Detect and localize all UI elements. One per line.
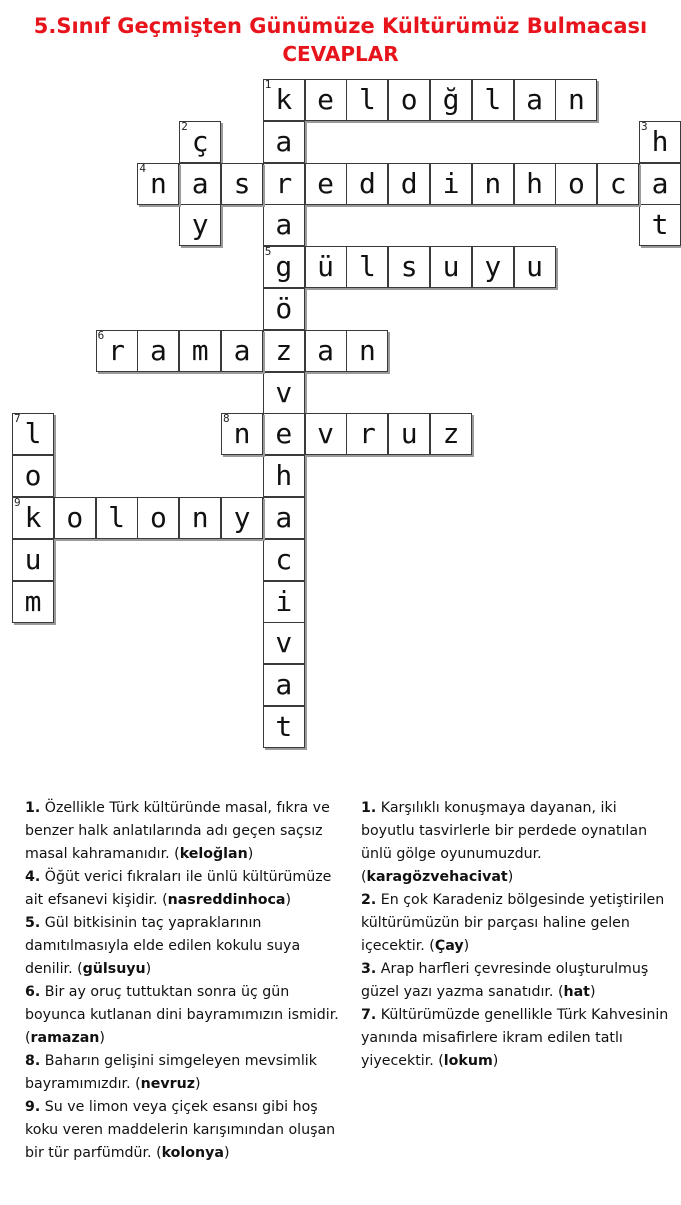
- clue-number: 6.: [25, 984, 41, 1000]
- clue-close: ): [145, 961, 152, 977]
- cell-letter: k: [275, 83, 293, 116]
- clue-number: 1.: [361, 800, 377, 816]
- grid-cell: [305, 413, 347, 455]
- cell-letter: z: [275, 333, 293, 367]
- grid-cell: [555, 79, 597, 121]
- grid-cell: [346, 246, 388, 288]
- page-subtitle: CEVAPLAR: [282, 42, 399, 66]
- clue-close: ): [99, 1030, 105, 1046]
- cell-letter: r: [358, 417, 376, 451]
- cell-letter: u: [24, 542, 42, 576]
- cell-letter: y: [484, 250, 502, 284]
- cell-letter: k: [24, 501, 42, 534]
- grid-cell: [179, 121, 221, 163]
- clue-answer: Çay: [434, 938, 464, 954]
- cell-letter: v: [275, 626, 293, 660]
- clue-number: 9: [14, 496, 21, 509]
- grid-cell: [263, 497, 305, 539]
- clue-number: 3: [641, 119, 648, 133]
- cell-letter: a: [149, 333, 167, 367]
- clues-right-column: [361, 797, 673, 1073]
- clue-number: 2: [181, 119, 188, 133]
- cell-letter: u: [526, 250, 544, 284]
- clue-number: 1: [264, 78, 272, 91]
- cell-letter: o: [24, 459, 42, 493]
- grid-cell: [96, 330, 138, 372]
- clue-number: 7.: [361, 1007, 377, 1023]
- cell-letter: i: [442, 166, 460, 200]
- grid-cell: [472, 163, 514, 205]
- cell-letter: u: [442, 250, 460, 284]
- cell-letter: a: [275, 208, 293, 242]
- grid-cell: [639, 121, 681, 163]
- clue-answer: ramazan: [30, 1030, 100, 1046]
- cell-letter: r: [108, 333, 126, 367]
- grid-cell: [346, 79, 388, 121]
- grid-cell: [96, 497, 138, 539]
- cell-letter: s: [400, 250, 418, 284]
- cell-letter: g: [275, 250, 293, 284]
- grid-cell: [263, 163, 305, 205]
- grid-cell: [221, 413, 263, 455]
- cell-letter: n: [358, 333, 376, 367]
- clue-item: [361, 958, 673, 1004]
- grid-cell: [263, 246, 305, 288]
- cell-letter: ğ: [442, 83, 460, 116]
- clue-text: Karşılıklı konuşmaya dayanan, iki boyutlu tasvirlerle bir perdede oynatılan ünlü gölge oyunumuzdur. (: [361, 800, 648, 885]
- grid-cell: [305, 79, 347, 121]
- cell-letter: c: [275, 542, 293, 576]
- clue-number: 8.: [25, 1053, 41, 1069]
- grid-cell: [221, 330, 263, 372]
- grid-cell: [388, 79, 430, 121]
- clue-item: [25, 912, 345, 981]
- cell-letter: l: [484, 83, 502, 116]
- clue-answer: kolonya: [161, 1145, 224, 1161]
- cell-letter: n: [233, 417, 251, 451]
- clue-close: ): [223, 1145, 230, 1161]
- cell-letter: y: [191, 208, 209, 242]
- clue-answer: keloğlan: [179, 846, 248, 862]
- grid-cell: [179, 330, 221, 372]
- grid-cell: [388, 413, 430, 455]
- clue-answer: hat: [563, 984, 590, 1000]
- grid-cell: [430, 413, 472, 455]
- cell-letter: r: [275, 166, 293, 200]
- cell-letter: a: [651, 166, 669, 200]
- cell-letter: l: [358, 83, 376, 116]
- cell-letter: l: [24, 417, 42, 451]
- clue-item: [361, 1004, 673, 1073]
- grid-cell: [472, 79, 514, 121]
- clue-item: [25, 797, 345, 866]
- cell-letter: n: [191, 501, 209, 534]
- grid-cell: [263, 372, 305, 414]
- cell-letter: h: [526, 166, 544, 200]
- grid-cell: [221, 497, 263, 539]
- cell-letter: a: [233, 333, 251, 367]
- clue-text: Öğüt verici fıkraları ile ünlü kültürümüze ait efsanevi kişidir. (: [25, 869, 332, 908]
- grid-cell: [263, 581, 305, 623]
- clue-number: 2.: [361, 892, 377, 908]
- cell-letter: e: [317, 166, 335, 200]
- cell-letter: s: [233, 166, 251, 200]
- clue-item: [25, 1050, 345, 1096]
- grid-cell: [346, 163, 388, 205]
- cell-letter: a: [275, 668, 293, 702]
- cell-letter: l: [108, 501, 126, 534]
- clue-answer: nevruz: [140, 1076, 195, 1092]
- grid-cell: [263, 706, 305, 748]
- grid-cell: [639, 204, 681, 246]
- cell-letter: e: [275, 417, 293, 451]
- clue-answer: karagözvehacivat: [366, 869, 508, 885]
- cell-letter: z: [442, 417, 460, 451]
- clue-text: En çok Karadeniz bölgesinde yetiştirilen kültürümüzün bir parçası haline gelen içecektir. (: [361, 892, 665, 954]
- cell-letter: d: [358, 166, 376, 200]
- clue-number: 4: [139, 161, 147, 175]
- clue-number: 3.: [361, 961, 377, 977]
- grid-cell: [12, 497, 54, 539]
- grid-cell: [305, 246, 347, 288]
- clue-text: Özellikle Türk kültüründe masal, fıkra ve benzer halk anlatılarında adı geçen saçsız masal kahramanıdır. (: [25, 800, 330, 862]
- cell-letter: a: [191, 166, 209, 200]
- grid-cell: [263, 455, 305, 497]
- cell-letter: v: [317, 417, 335, 451]
- grid-cell: [221, 163, 263, 205]
- clue-answer: gülsuyu: [82, 961, 146, 977]
- clue-answer: nasreddinhoca: [167, 892, 286, 908]
- grid-cell: [430, 246, 472, 288]
- grid-cell: [597, 163, 639, 205]
- cell-letter: a: [317, 333, 335, 367]
- grid-cell: [137, 497, 179, 539]
- cell-letter: o: [149, 501, 167, 534]
- cell-letter: m: [24, 584, 42, 618]
- grid-cell: [472, 246, 514, 288]
- grid-cell: [263, 330, 305, 372]
- grid-cell: [514, 246, 556, 288]
- cell-letter: h: [275, 459, 293, 493]
- clue-close: ): [589, 984, 596, 1000]
- cell-letter: c: [609, 166, 627, 200]
- clue-close: ): [463, 938, 470, 954]
- grid-cell: [263, 413, 305, 455]
- cell-letter: d: [400, 166, 418, 200]
- cell-letter: o: [400, 83, 418, 116]
- cell-letter: a: [275, 501, 293, 534]
- grid-cell: [305, 330, 347, 372]
- cell-letter: v: [275, 375, 293, 409]
- cell-letter: n: [484, 166, 502, 200]
- grid-cell: [305, 163, 347, 205]
- cell-letter: a: [526, 83, 544, 116]
- clue-close: ): [194, 1076, 201, 1092]
- clue-number: 5: [264, 245, 272, 259]
- cell-letter: o: [567, 166, 585, 200]
- grid-cell: [514, 79, 556, 121]
- grid-cell: [388, 246, 430, 288]
- clue-number: 6: [97, 328, 105, 342]
- grid-cell: [555, 163, 597, 205]
- grid-cell: [179, 497, 221, 539]
- clue-close: ): [492, 1053, 499, 1069]
- grid-cell: [12, 539, 54, 581]
- cell-letter: n: [149, 166, 167, 200]
- grid-cell: [263, 79, 305, 121]
- cell-letter: ç: [191, 124, 209, 158]
- clue-close: ): [507, 869, 514, 885]
- grid-cell: [12, 455, 54, 497]
- cell-letter: ö: [275, 292, 293, 325]
- grid-cell: [263, 664, 305, 706]
- grid-cell: [346, 413, 388, 455]
- clue-text: Arap harfleri çevresinde oluşturulmuş güzel yazı yazma sanatıdır. (: [361, 961, 649, 1000]
- grid-cell: [263, 622, 305, 664]
- clue-number: 7: [14, 412, 21, 426]
- clue-number: 1.: [25, 800, 41, 816]
- clues-left-column: [25, 797, 345, 1165]
- grid-cell: [263, 288, 305, 330]
- grid-cell: [54, 497, 96, 539]
- clue-close: ): [247, 846, 254, 862]
- cell-letter: a: [275, 124, 293, 158]
- grid-cell: [137, 163, 179, 205]
- grid-cell: [12, 413, 54, 455]
- clue-item: [361, 797, 673, 889]
- grid-cell: [179, 163, 221, 205]
- cell-letter: ü: [317, 250, 335, 284]
- clue-number: 9.: [25, 1099, 41, 1115]
- cell-letter: n: [567, 83, 585, 116]
- clue-number: 4.: [25, 869, 41, 885]
- clue-text: Bir ay oruç tuttuktan sonra üç gün boyunca kutlanan dini bayramımızın ismidir. (: [25, 984, 339, 1046]
- grid-cell: [430, 163, 472, 205]
- clue-text: Kültürümüzde genellikle Türk Kahvesinin yanında misafirlere ikram edilen tatlı yiyecektir. (: [361, 1007, 669, 1069]
- page-title: 5.Sınıf Geçmişten Günümüze Kültürümüz Bulmacası: [33, 14, 648, 38]
- cell-letter: o: [66, 501, 84, 534]
- cell-letter: t: [275, 710, 293, 743]
- grid-cell: [514, 163, 556, 205]
- cell-letter: y: [233, 501, 251, 534]
- grid-cell: [639, 163, 681, 205]
- clue-text: Su ve limon veya çiçek esansı gibi hoş koku veren maddelerin karışımından oluşan bir tür parfümdür. (: [25, 1099, 336, 1161]
- cell-letter: h: [651, 124, 669, 158]
- clue-number: 8: [223, 412, 230, 426]
- cell-letter: e: [317, 83, 335, 116]
- clue-close: ): [285, 892, 291, 908]
- clue-answer: lokum: [443, 1053, 493, 1069]
- grid-cell: [137, 330, 179, 372]
- cell-letter: m: [191, 333, 209, 367]
- cell-letter: u: [400, 417, 418, 451]
- grid-cell: [346, 330, 388, 372]
- grid-cell: [430, 79, 472, 121]
- grid-cell: [263, 539, 305, 581]
- clue-item: [25, 1096, 345, 1165]
- clue-item: [25, 981, 345, 1050]
- grid-cell: [263, 204, 305, 246]
- clue-number: 5.: [25, 915, 41, 931]
- grid-cell: [388, 163, 430, 205]
- cell-letter: t: [651, 208, 669, 242]
- grid-cell: [263, 121, 305, 163]
- clue-text: Gül bitkisinin taç yapraklarının damıtılmasıyla elde edilen kokulu suya denilir. (: [25, 915, 301, 977]
- clue-text: Baharın gelişini simgeleyen mevsimlik bayramımızdır. (: [25, 1053, 317, 1092]
- clue-item: [25, 866, 345, 912]
- clue-item: [361, 889, 673, 958]
- grid-cell: [12, 581, 54, 623]
- cell-letter: l: [358, 250, 376, 284]
- grid-cell: [179, 204, 221, 246]
- cell-letter: i: [275, 584, 293, 618]
